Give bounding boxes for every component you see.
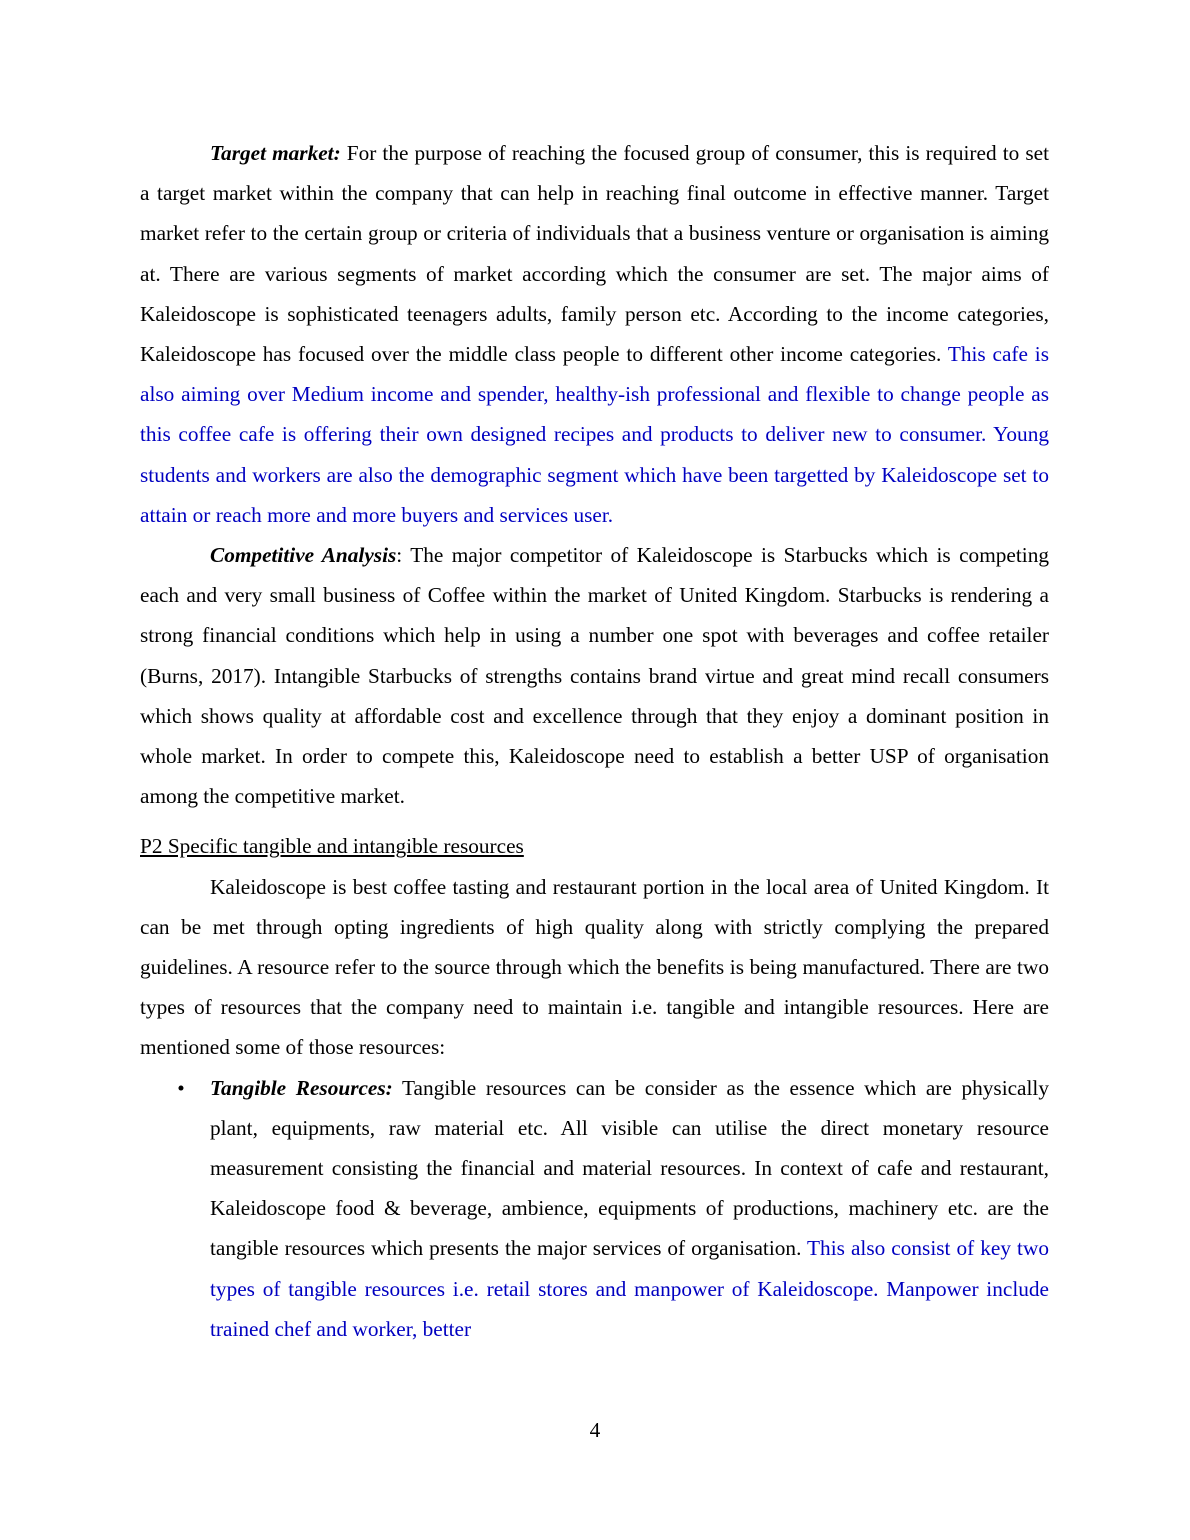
bullet-icon: • — [177, 1075, 185, 1100]
page-number: 4 — [589, 1418, 601, 1442]
document-page — [140, 133, 1049, 1349]
resources-list — [140, 1068, 1049, 1349]
competitive-analysis-body: : The major competitor of Kaleidoscope is Starbucks which is competing each and very small business of Coffee within the market of United Kingdom. Starbucks is rendering a strong financial conditions which help in using a number one spot with beverages and coffee retailer (Burns, 2017). Intangible Starbucks of strengths contains brand virtue and great mind recall consumers which shows quality at affordable cost and excellence through that they enjoy a dominant position in whole market. In order to compete this, Kaleidoscope need to establish a better USP of organisation among the competitive market. — [140, 543, 1050, 809]
target-market-highlight: This cafe is also aiming over Medium income and spender, healthy-ish professional and flexible to change people as this coffee cafe is offering their own designed recipes and products to deliver new to consumer. Young students and workers are also the demographic segment which have been targetted by Kaleidoscope set to attain or reach more and more buyers and services user. — [140, 342, 1050, 527]
tangible-resources-highlight: This also consist of key two types of tangible resources i.e. retail stores and manpower of Kaleidoscope. Manpower include trained chef and worker, better — [210, 1236, 1049, 1341]
resources-intro-paragraph: Kaleidoscope is best coffee tasting and restaurant portion in the local area of United Kingdom. It can be met through opting ingredients of high quality along with strictly complying the prepared guidelines. A resource refer to the source through which the benefits is being manufactured. There are two types of resources that the company need to maintain i.e. tangible and intangible resources. Here are mentioned some of those resources: — [140, 874, 1049, 1060]
competitive-analysis-lead: Competitive Analysis — [210, 543, 397, 568]
target-market-body: For the purpose of reaching the focused group of consumer, this is required to set a target market within the company that can help in reaching final outcome in effective manner. Target market refer to the certain group or criteria of individuals that a business venture or organisation is aiming at. There are various segments of market according which the consumer are set. The major aims of Kaleidoscope is sophisticated teenagers adults, family person etc. According to the income categories, Kaleidoscope has focused over the middle class people to different other income categories. — [140, 141, 1049, 367]
tangible-resources-body: Tangible resources can be consider as the essence which are physically plant, equipments, raw material etc. All visible can utilise the direct monetary resource measurement consisting the financial and material resources. In context of cafe and restaurant, Kaleidoscope food & beverage, ambience, equipments of productions, machinery etc. are the tangible resources which presents the major services of organisation. — [210, 1075, 1049, 1261]
section-heading: P2 Specific tangible and intangible resources — [140, 834, 524, 859]
competitive-analysis-paragraph — [140, 535, 1049, 816]
target-market-lead: Target market: — [210, 141, 341, 165]
list-item — [177, 1068, 1049, 1349]
target-market-paragraph — [140, 133, 1049, 535]
tangible-resources-lead: Tangible Resources: — [210, 1075, 393, 1100]
